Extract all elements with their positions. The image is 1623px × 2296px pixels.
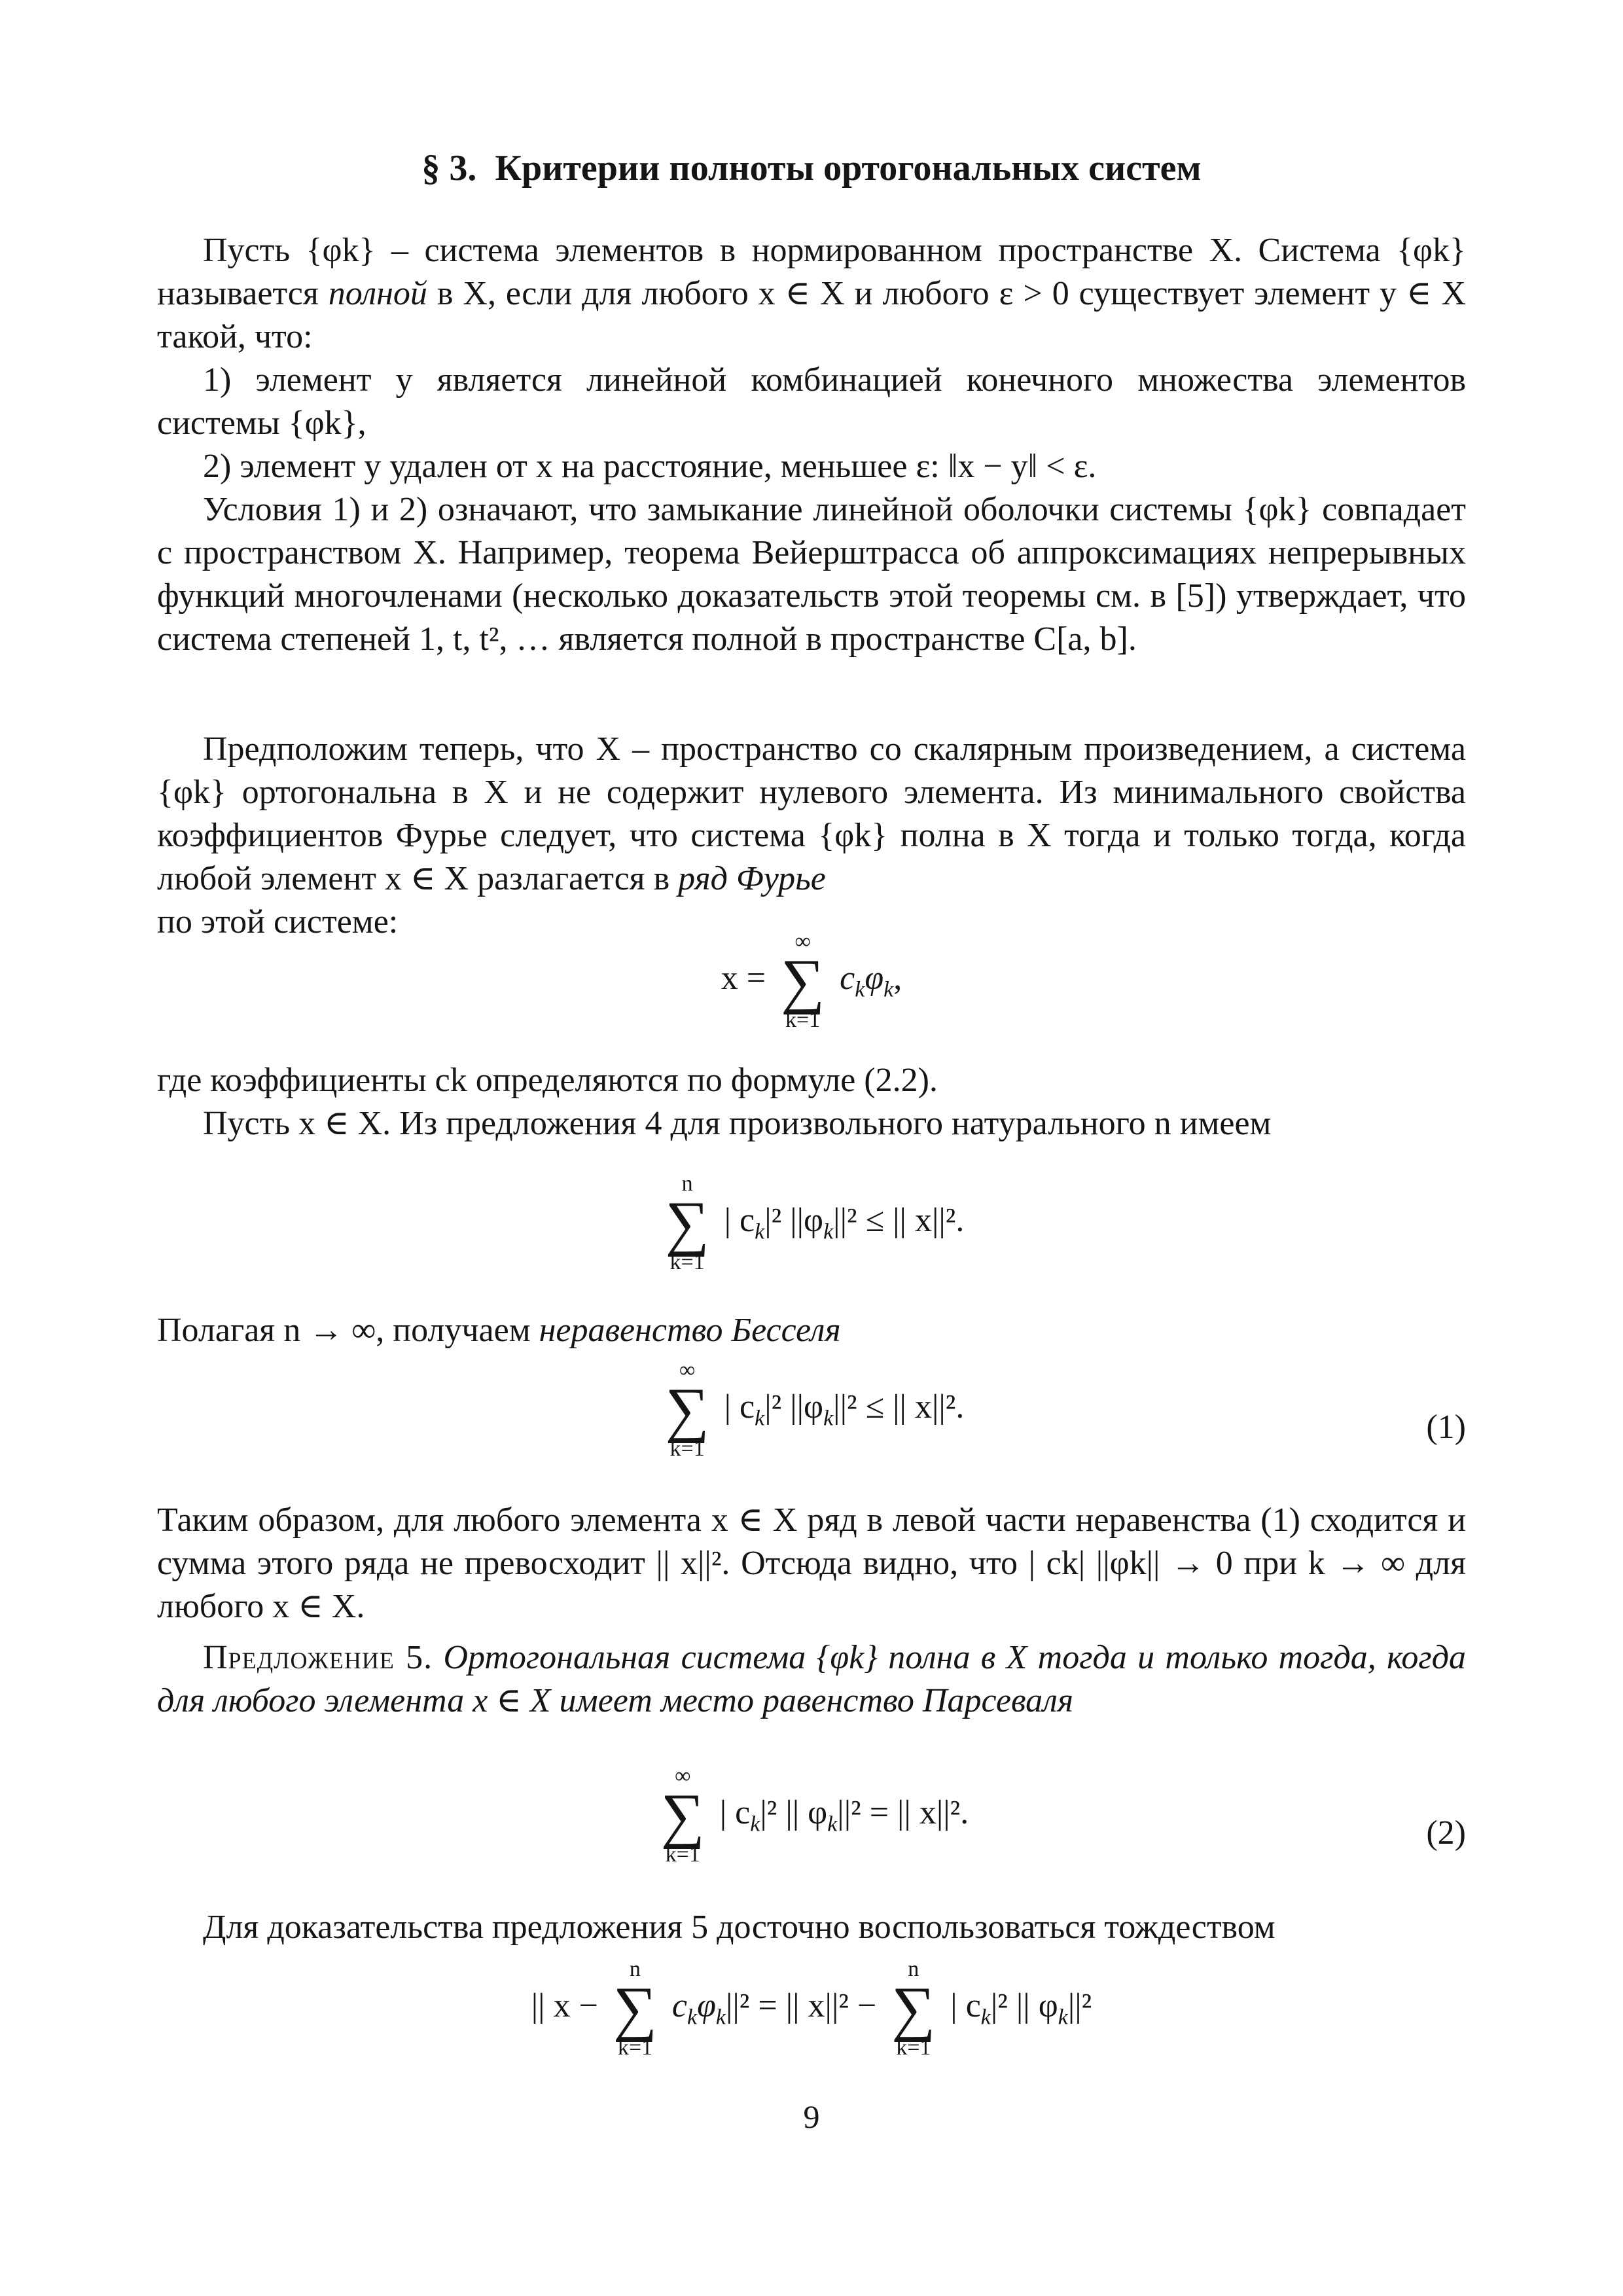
proposition-label: Предложение 5.: [203, 1639, 433, 1676]
proposition-5: [157, 1636, 1466, 1723]
body-text-block-1: [157, 229, 1466, 661]
term-complete: полной: [328, 275, 427, 312]
section-heading: [0, 147, 1623, 189]
paragraph-proof-hint: Для доказательства предложения 5 досточно воспользоваться тождеством: [203, 1909, 1275, 1946]
proposition-statement: Ортогональная система {φk} полна в X тогда и только тогда, когда для любого элемента x ∈ X имеет место равенство Парсеваля: [157, 1639, 1467, 1719]
paragraph-definition: Пусть {φk} – система элементов в нормированном пространстве X. Система {φk} называется полной в X, если для любого x ∈ X и любого ε > 0 существует элемент y ∈ X такой, что:: [157, 232, 1467, 355]
section-title: Критерии полноты ортогональных систем: [495, 148, 1202, 188]
term-fourier-series: ряд Фурье: [678, 860, 826, 897]
equation-number: (1): [1426, 1408, 1466, 1446]
paragraph-coefficients: где коэффициенты ck определяются по формуле (2.2).: [157, 1062, 938, 1099]
condition-item-1: 1) элемент y является линейной комбинацией конечного множества элементов системы {φk},: [157, 361, 1466, 442]
body-text-block-2: [157, 728, 1466, 944]
sum-symbol: ∞ ∑ k=1: [781, 929, 825, 1032]
paragraph-limit: Полагая n → ∞, получаем неравенство Бесселя: [157, 1312, 841, 1349]
equation-parseval: ∞ ∑ k=1 | $c_k|^2$ || $\varphi_k||^2$ = || x||². (2): [660, 1764, 1466, 1867]
body-text-block-6: [157, 1906, 1466, 1949]
equation-partial-bessel: n ∑ k=1 | $c_k|^2$ $||\varphi_k||^2$ ≤ || x||².: [665, 1172, 965, 1274]
body-text-block-4: [157, 1309, 1466, 1352]
sum-symbol: n ∑ k=1: [613, 1957, 657, 2060]
page-number: 9: [803, 2098, 820, 2135]
section-number: § 3.: [421, 148, 477, 188]
equation-fourier-series: x = ∞ ∑ k=1 $c_k\varphi_k$,: [721, 929, 902, 1032]
paragraph-convergence: Таким образом, для любого элемента x ∈ X ряд в левой части неравенства (1) сходится и сумма этого ряда не превосходит || x||². Отсюда видно, что | ck| ||φk|| → 0 при k → ∞ для любого x ∈ X.: [157, 1501, 1466, 1625]
sum-symbol: n ∑ k=1: [665, 1172, 709, 1274]
paragraph-proposition4: Пусть x ∈ X. Из предложения 4 для произвольного натурального n имеем: [203, 1105, 1272, 1142]
paragraph-orthogonal: Предположим теперь, что X – пространство со скалярным произведением, а система {φk} ортогональна в X и не содержит нулевого элемента. Из минимального свойства коэффициентов Фурье следует, что система {φk} полна в X тогда и только тогда, когда любой элемент x ∈ X разлагается в ряд Фурье по этой системе:: [157, 730, 1466, 941]
equation-bessel: ∞ ∑ k=1 | $c_k|^2$ $||\varphi_k||^2$ ≤ || x||². (1): [665, 1358, 1466, 1461]
body-text-block-5: [157, 1499, 1466, 1723]
equation-identity: || x − n ∑ k=1 $c_k\varphi_k||^2$ = || x||² − n ∑ k=1 | $c_k|^2$ || $\varphi_k||^2$: [531, 1957, 1092, 2060]
sum-symbol: ∞ ∑ k=1: [660, 1764, 705, 1867]
term-bessel-inequality: неравенство Бесселя: [539, 1312, 841, 1349]
condition-item-2: 2) элемент y удален от x на расстояние, меньшее ε: ‖x − y‖ < ε.: [203, 448, 1097, 485]
body-text-block-3: [157, 1059, 1466, 1145]
sum-symbol: n ∑ k=1: [891, 1957, 936, 2060]
sum-symbol: ∞ ∑ k=1: [665, 1358, 709, 1461]
paragraph-weierstrass: Условия 1) и 2) означают, что замыкание линейной оболочки системы {φk} совпадает с пространством X. Например, теорема Вейерштрасса об аппроксимациях непрерывных функций многочленами (несколько доказательств этой теоремы см. в [5]) утверждает, что система степеней 1, t, t², … является полной в пространстве C[a, b].: [157, 491, 1466, 658]
equation-number: (2): [1426, 1814, 1466, 1852]
